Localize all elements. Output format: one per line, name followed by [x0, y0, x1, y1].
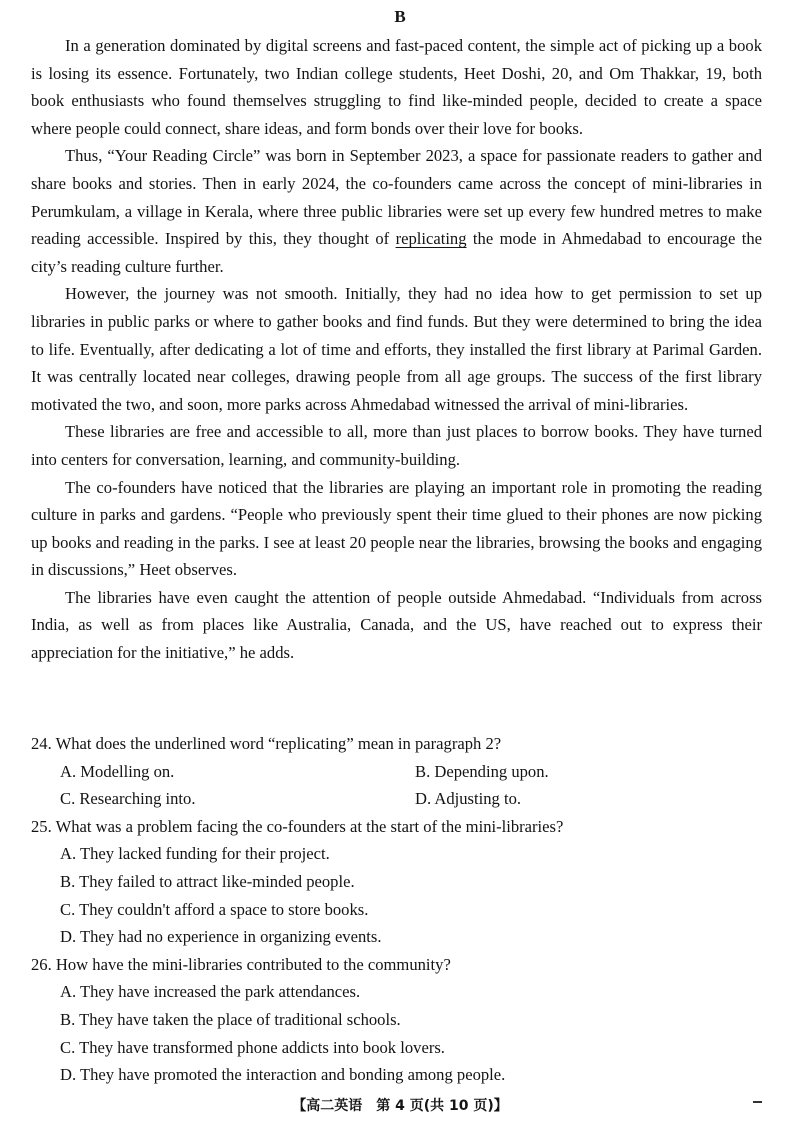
question-24 [31, 730, 762, 813]
option-c: C. Researching into. [60, 789, 196, 809]
question-stem: 24. What does the underlined word “replicating” mean in paragraph 2? [31, 734, 502, 753]
question-list [31, 730, 762, 1089]
dash-mark [753, 1101, 762, 1103]
paragraph-2-part-2: the mode in Ahmedabad to encourage the city’s reading culture further. [31, 229, 762, 276]
question-stem: 25. What was a problem facing the co-founders at the start of the mini-libraries? [31, 816, 564, 836]
paragraph-3: However, the journey was not smooth. Initially, they had no idea how to get permission to set up libraries in public parks or where to gather books and find funds. But they were determined to bring the idea to life. Eventually, after dedicating a lot of time and efforts, they installed the first library at Parimal Garden. It was centrally located near colleges, drawing people from all age groups. The success of the first library motivated the two, and soon, more parks across Ahmedabad witnessed the arrival of mini-libraries. [31, 284, 762, 414]
question-25 [31, 813, 762, 951]
underlined-word: replicating [395, 229, 467, 249]
option-c: C. They have transformed phone addicts into book lovers. [60, 1037, 445, 1057]
option-c: C. They couldn't afford a space to store books. [60, 899, 369, 919]
option-b: B. They failed to attract like-minded people. [60, 871, 355, 891]
option-row [31, 785, 762, 813]
option-b: B. Depending upon. [415, 761, 549, 781]
option-b: B. They have taken the place of traditional schools. [60, 1009, 401, 1029]
option-d: D. Adjusting to. [415, 789, 522, 809]
option-d: D. They had no experience in organizing events. [60, 927, 382, 947]
paragraph-2-part-1: Thus, “Your Reading Circle” was born in September 2023, a space for passionate readers to gather and share books and stories. Then in early 2024, the co-founders came across the concept of mini-libraries in Perumkulam, a village in Kerala, where three public libraries were set up every few hundred metres to make reading accessible. Inspired by this, they thought of [31, 146, 762, 249]
paragraph-4: These libraries are free and accessible to all, more than just places to borrow books. They have turned into centers for conversation, learning, and community-building. [31, 422, 762, 469]
option-a: A. They have increased the park attendances. [60, 982, 361, 1002]
paragraph-1: In a generation dominated by digital screens and fast-paced content, the simple act of picking up a book is losing its essence. Fortunately, two Indian college students, Heet Doshi, 20, and Om Thakkar, 19, both book enthusiasts who found themselves struggling to find like-minded people, decided to create a space where people could connect, share ideas, and form bonds over their love for books. [31, 36, 762, 138]
option-a: A. They lacked funding for their project. [60, 844, 330, 864]
option-d: D. They have promoted the interaction and bonding among people. [60, 1065, 506, 1085]
question-26 [31, 951, 762, 1089]
question-stem: 26. How have the mini-libraries contributed to the community? [31, 954, 451, 974]
paragraph-2 [31, 142, 762, 280]
option-a: A. Modelling on. [60, 761, 175, 781]
paragraph-6: The libraries have even caught the attention of people outside Ahmedabad. “Individuals from across India, as well as from places like Australia, Canada, and the US, have reached out to express their appreciation for the initiative,” he adds. [31, 587, 762, 663]
reading-passage [31, 32, 762, 667]
option-row [31, 758, 762, 786]
paragraph-5: The co-founders have noticed that the libraries are playing an important role in promoting the reading culture in parks and gardens. “People who previously spent their time glued to their phones are now picking up books and reading in the parks. I see at least 20 people near the libraries, browsing the books and engaging in discussions,” Heet observes. [31, 477, 762, 580]
section-label: B [394, 7, 406, 26]
page-footer: 【高二英语 第 4 页(共 10 页)】 [292, 1098, 508, 1114]
